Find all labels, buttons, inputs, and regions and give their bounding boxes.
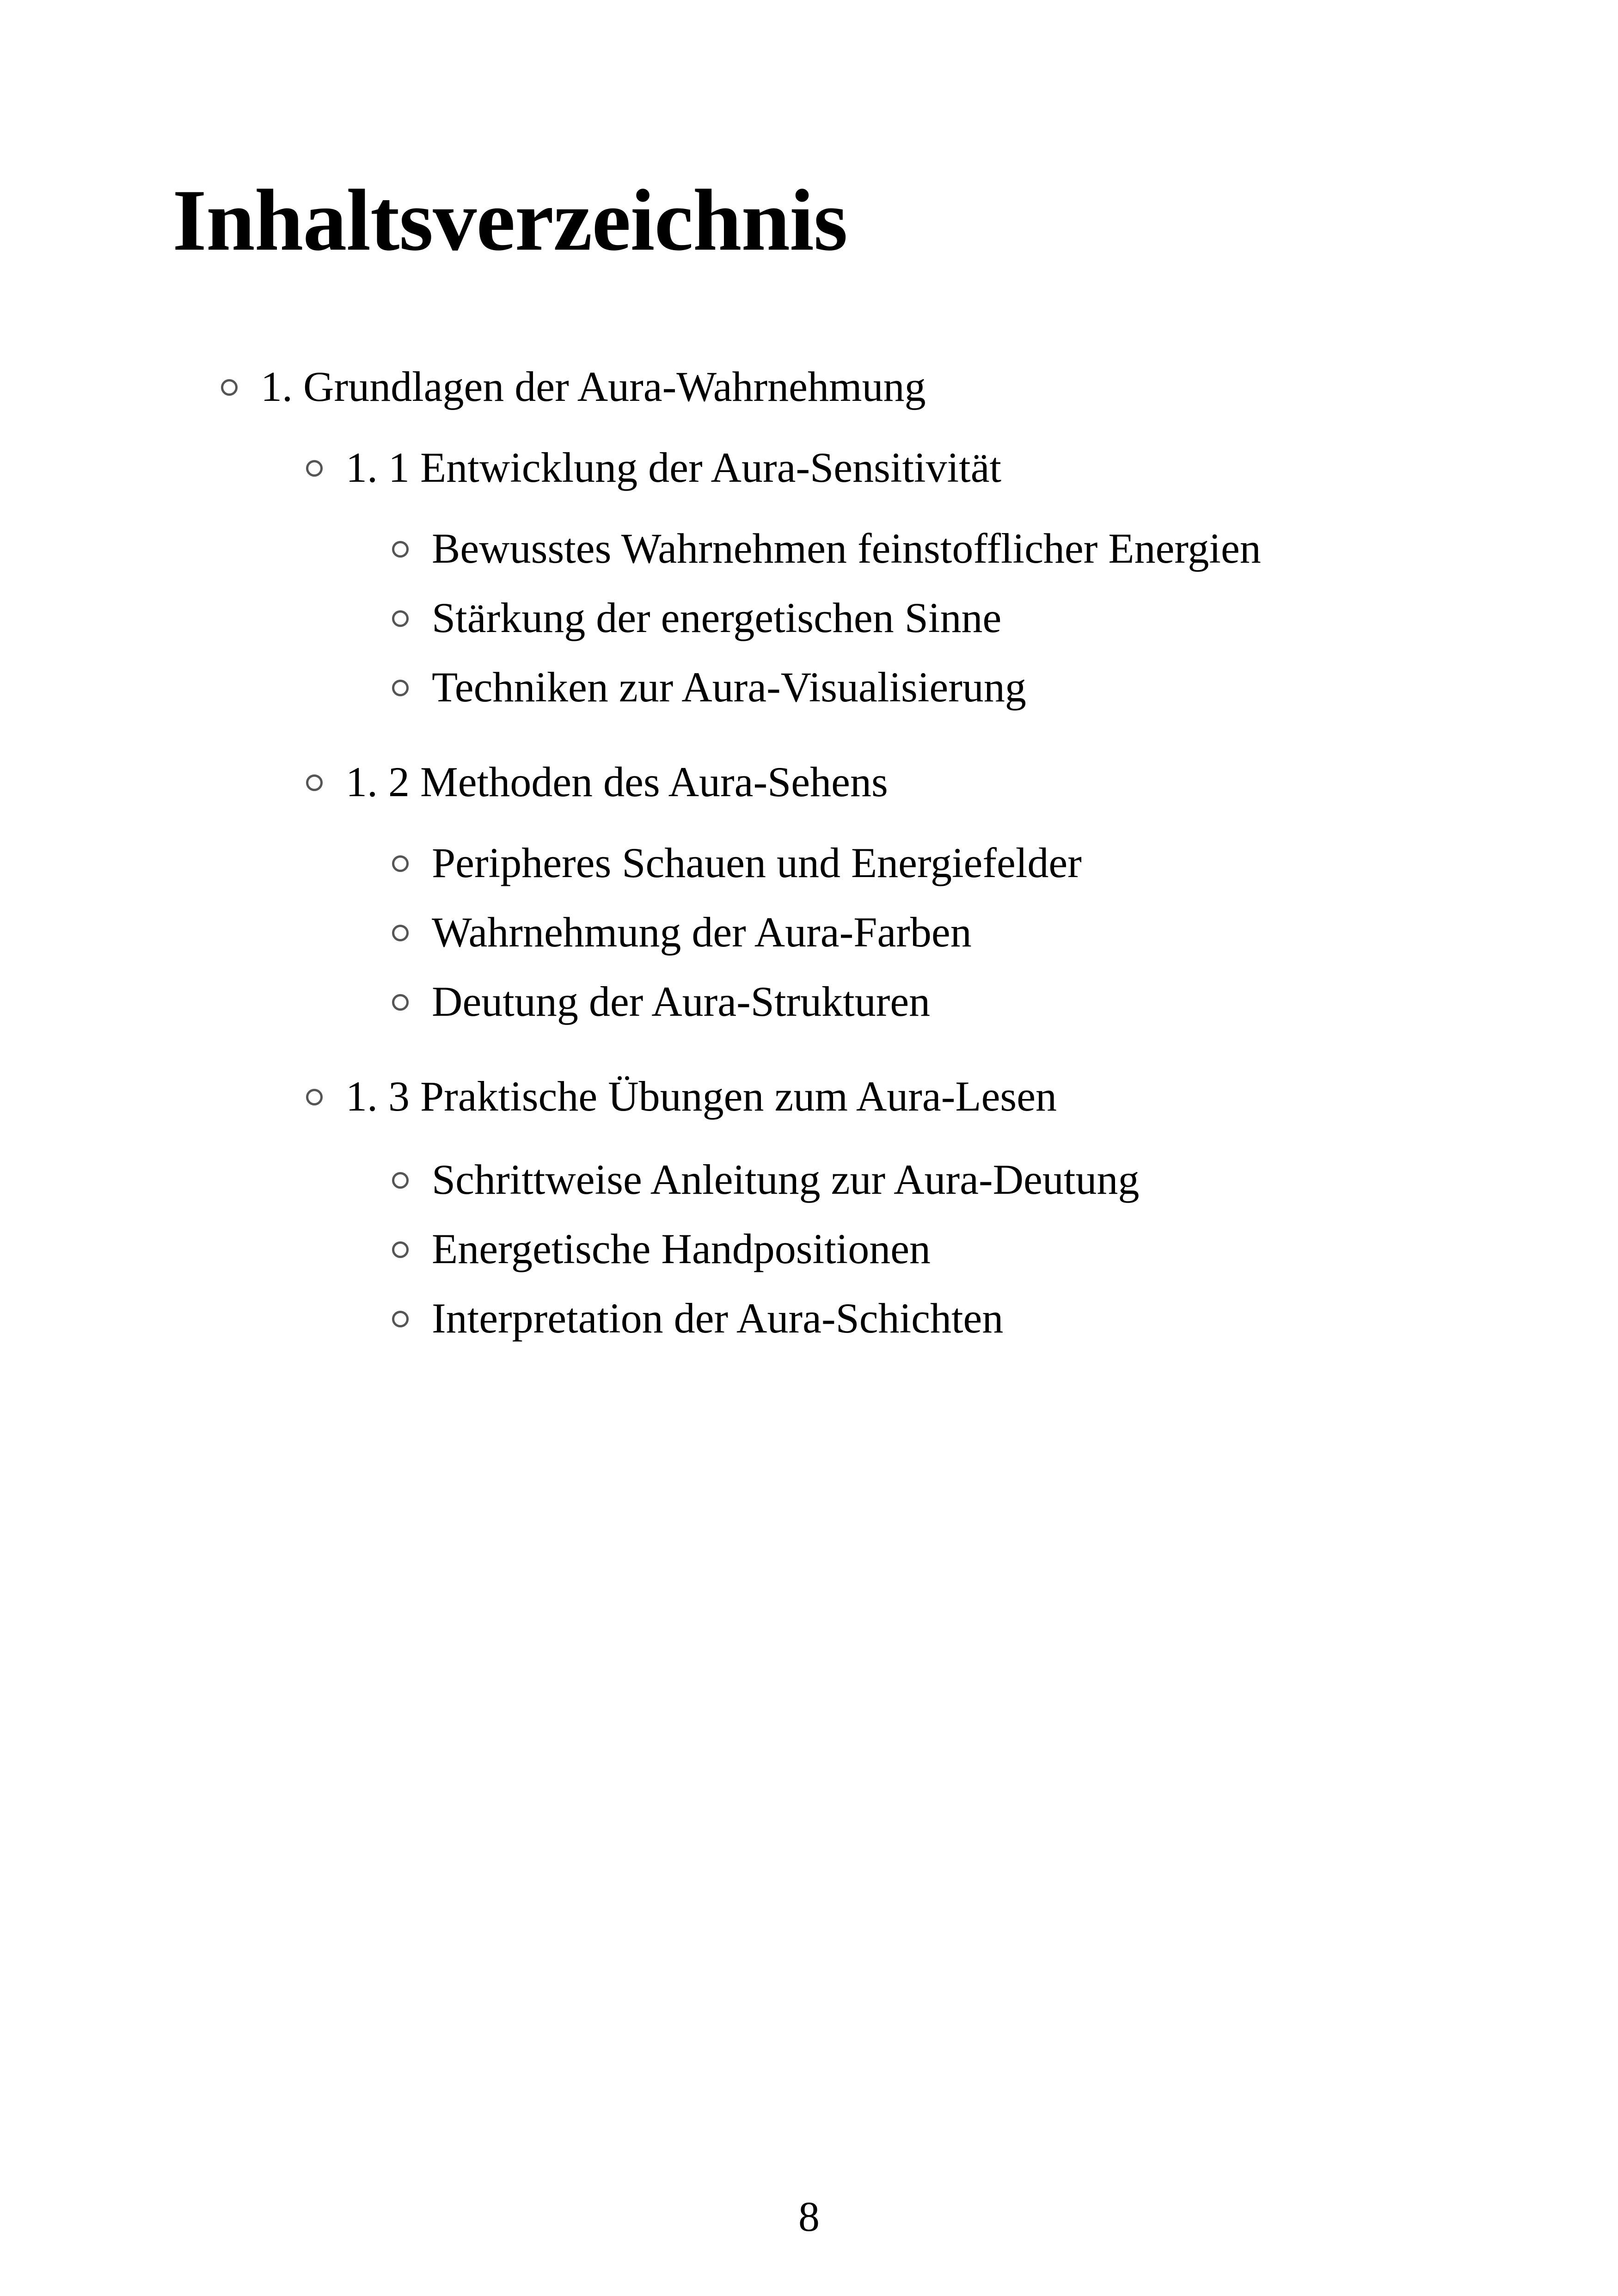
hollow-circle-icon [392,610,409,627]
toc-chapter-number: 1. [261,363,293,410]
hollow-circle-icon [392,855,409,872]
toc-item-label: Bewusstes Wahrnehmen feinstofflicher Energien [432,525,1261,572]
toc-section-number: 1. 1 [346,444,410,491]
page-title: Inhaltsverzeichnis [172,172,847,269]
toc-section-1-2[interactable] [306,758,888,805]
toc-section-label: Praktische Übungen zum Aura-Lesen [420,1073,1057,1120]
toc-item-label: Peripheres Schauen und Energiefelder [432,839,1082,886]
toc-item[interactable] [392,909,972,956]
toc-chapter-label: Grundlagen der Aura-Wahrnehmung [303,363,926,410]
toc-section-label: Methoden des Aura-Sehens [420,758,888,805]
toc-section-number: 1. 3 [346,1073,410,1120]
toc-section-1-1[interactable] [306,446,1001,489]
toc-chapter-1[interactable] [221,365,926,408]
page-number: 8 [798,2193,820,2240]
toc-section-label: Entwicklung der Aura-Sensitivität [420,444,1002,491]
toc-item-label: Stärkung der energetischen Sinne [432,594,1002,641]
toc-item[interactable] [392,1158,1139,1201]
toc-item[interactable] [392,527,1261,570]
toc-item[interactable] [392,663,1026,711]
hollow-circle-icon [392,925,409,941]
toc-section-1-3[interactable] [306,1073,1057,1120]
hollow-circle-icon [306,1089,323,1105]
hollow-circle-icon [392,1311,409,1327]
hollow-circle-icon [392,994,409,1011]
toc-item-label: Wahrnehmung der Aura-Farben [432,909,972,956]
toc-item-label: Deutung der Aura-Strukturen [432,978,931,1025]
hollow-circle-icon [306,774,323,791]
toc-item[interactable] [392,596,1001,639]
hollow-circle-icon [392,1241,409,1258]
toc-item-label: Techniken zur Aura-Visualisierung [432,663,1026,711]
toc-section-number: 1. 2 [346,758,410,805]
toc-item[interactable] [392,1295,1004,1342]
hollow-circle-icon [392,1172,409,1189]
hollow-circle-icon [221,379,238,396]
hollow-circle-icon [392,541,409,558]
toc-item[interactable] [392,980,930,1023]
toc-item[interactable] [392,841,1082,884]
toc-item-label: Schrittweise Anleitung zur Aura-Deutung [432,1156,1140,1203]
hollow-circle-icon [392,680,409,696]
toc-item-label: Energetische Handpositionen [432,1225,931,1272]
toc-item[interactable] [392,1225,931,1272]
hollow-circle-icon [306,460,323,477]
toc-item-label: Interpretation der Aura-Schichten [432,1295,1004,1342]
